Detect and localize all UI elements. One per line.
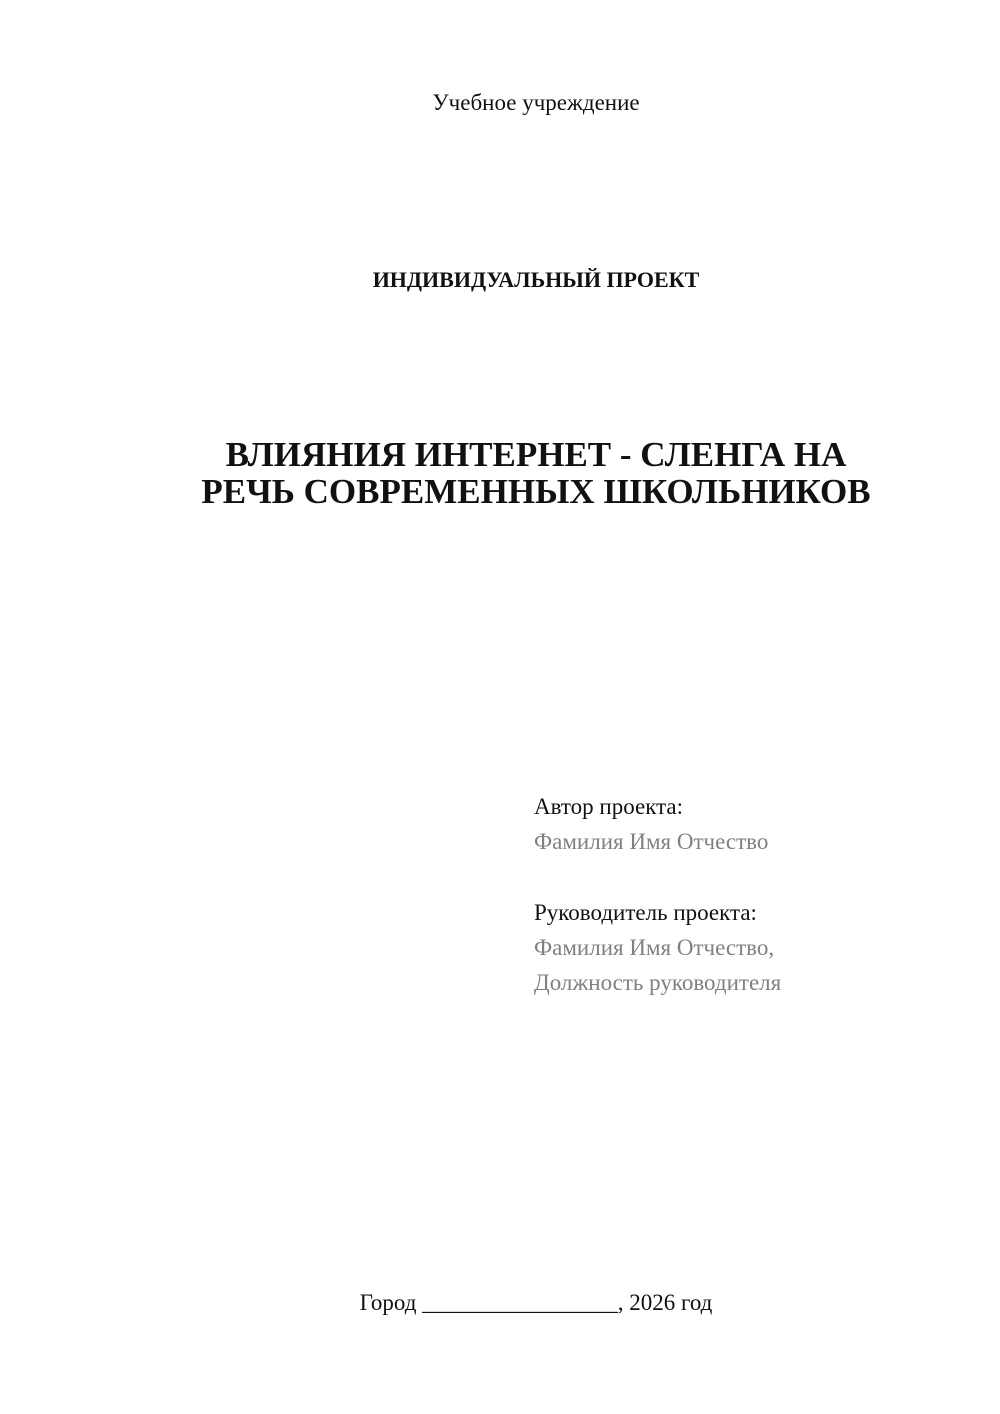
institution-name: Учебное учреждение: [432, 90, 640, 115]
credits-spacer: [534, 859, 781, 895]
author-label: Автор проекта:: [534, 794, 683, 819]
project-credits: [534, 789, 781, 1000]
supervisor-name: Фамилия Имя Отчество,: [534, 935, 775, 960]
author-name: Фамилия Имя Отчество: [534, 829, 769, 854]
project-title-line: ВЛИЯНИЯ ИНТЕРНЕТ - СЛЕНГА НА: [225, 435, 847, 474]
project-title: [72, 436, 1000, 510]
supervisor-label: Руководитель проекта:: [534, 900, 757, 925]
supervisor-position: Должность руководителя: [534, 970, 782, 995]
project-title-line: РЕЧЬ СОВРЕМЕННЫХ ШКОЛЬНИКОВ: [201, 472, 871, 511]
project-type-heading: ИНДИВИДУАЛЬНЫЙ ПРОЕКТ: [372, 267, 700, 292]
city-year-line: Город _________________, 2026 год: [359, 1290, 713, 1315]
